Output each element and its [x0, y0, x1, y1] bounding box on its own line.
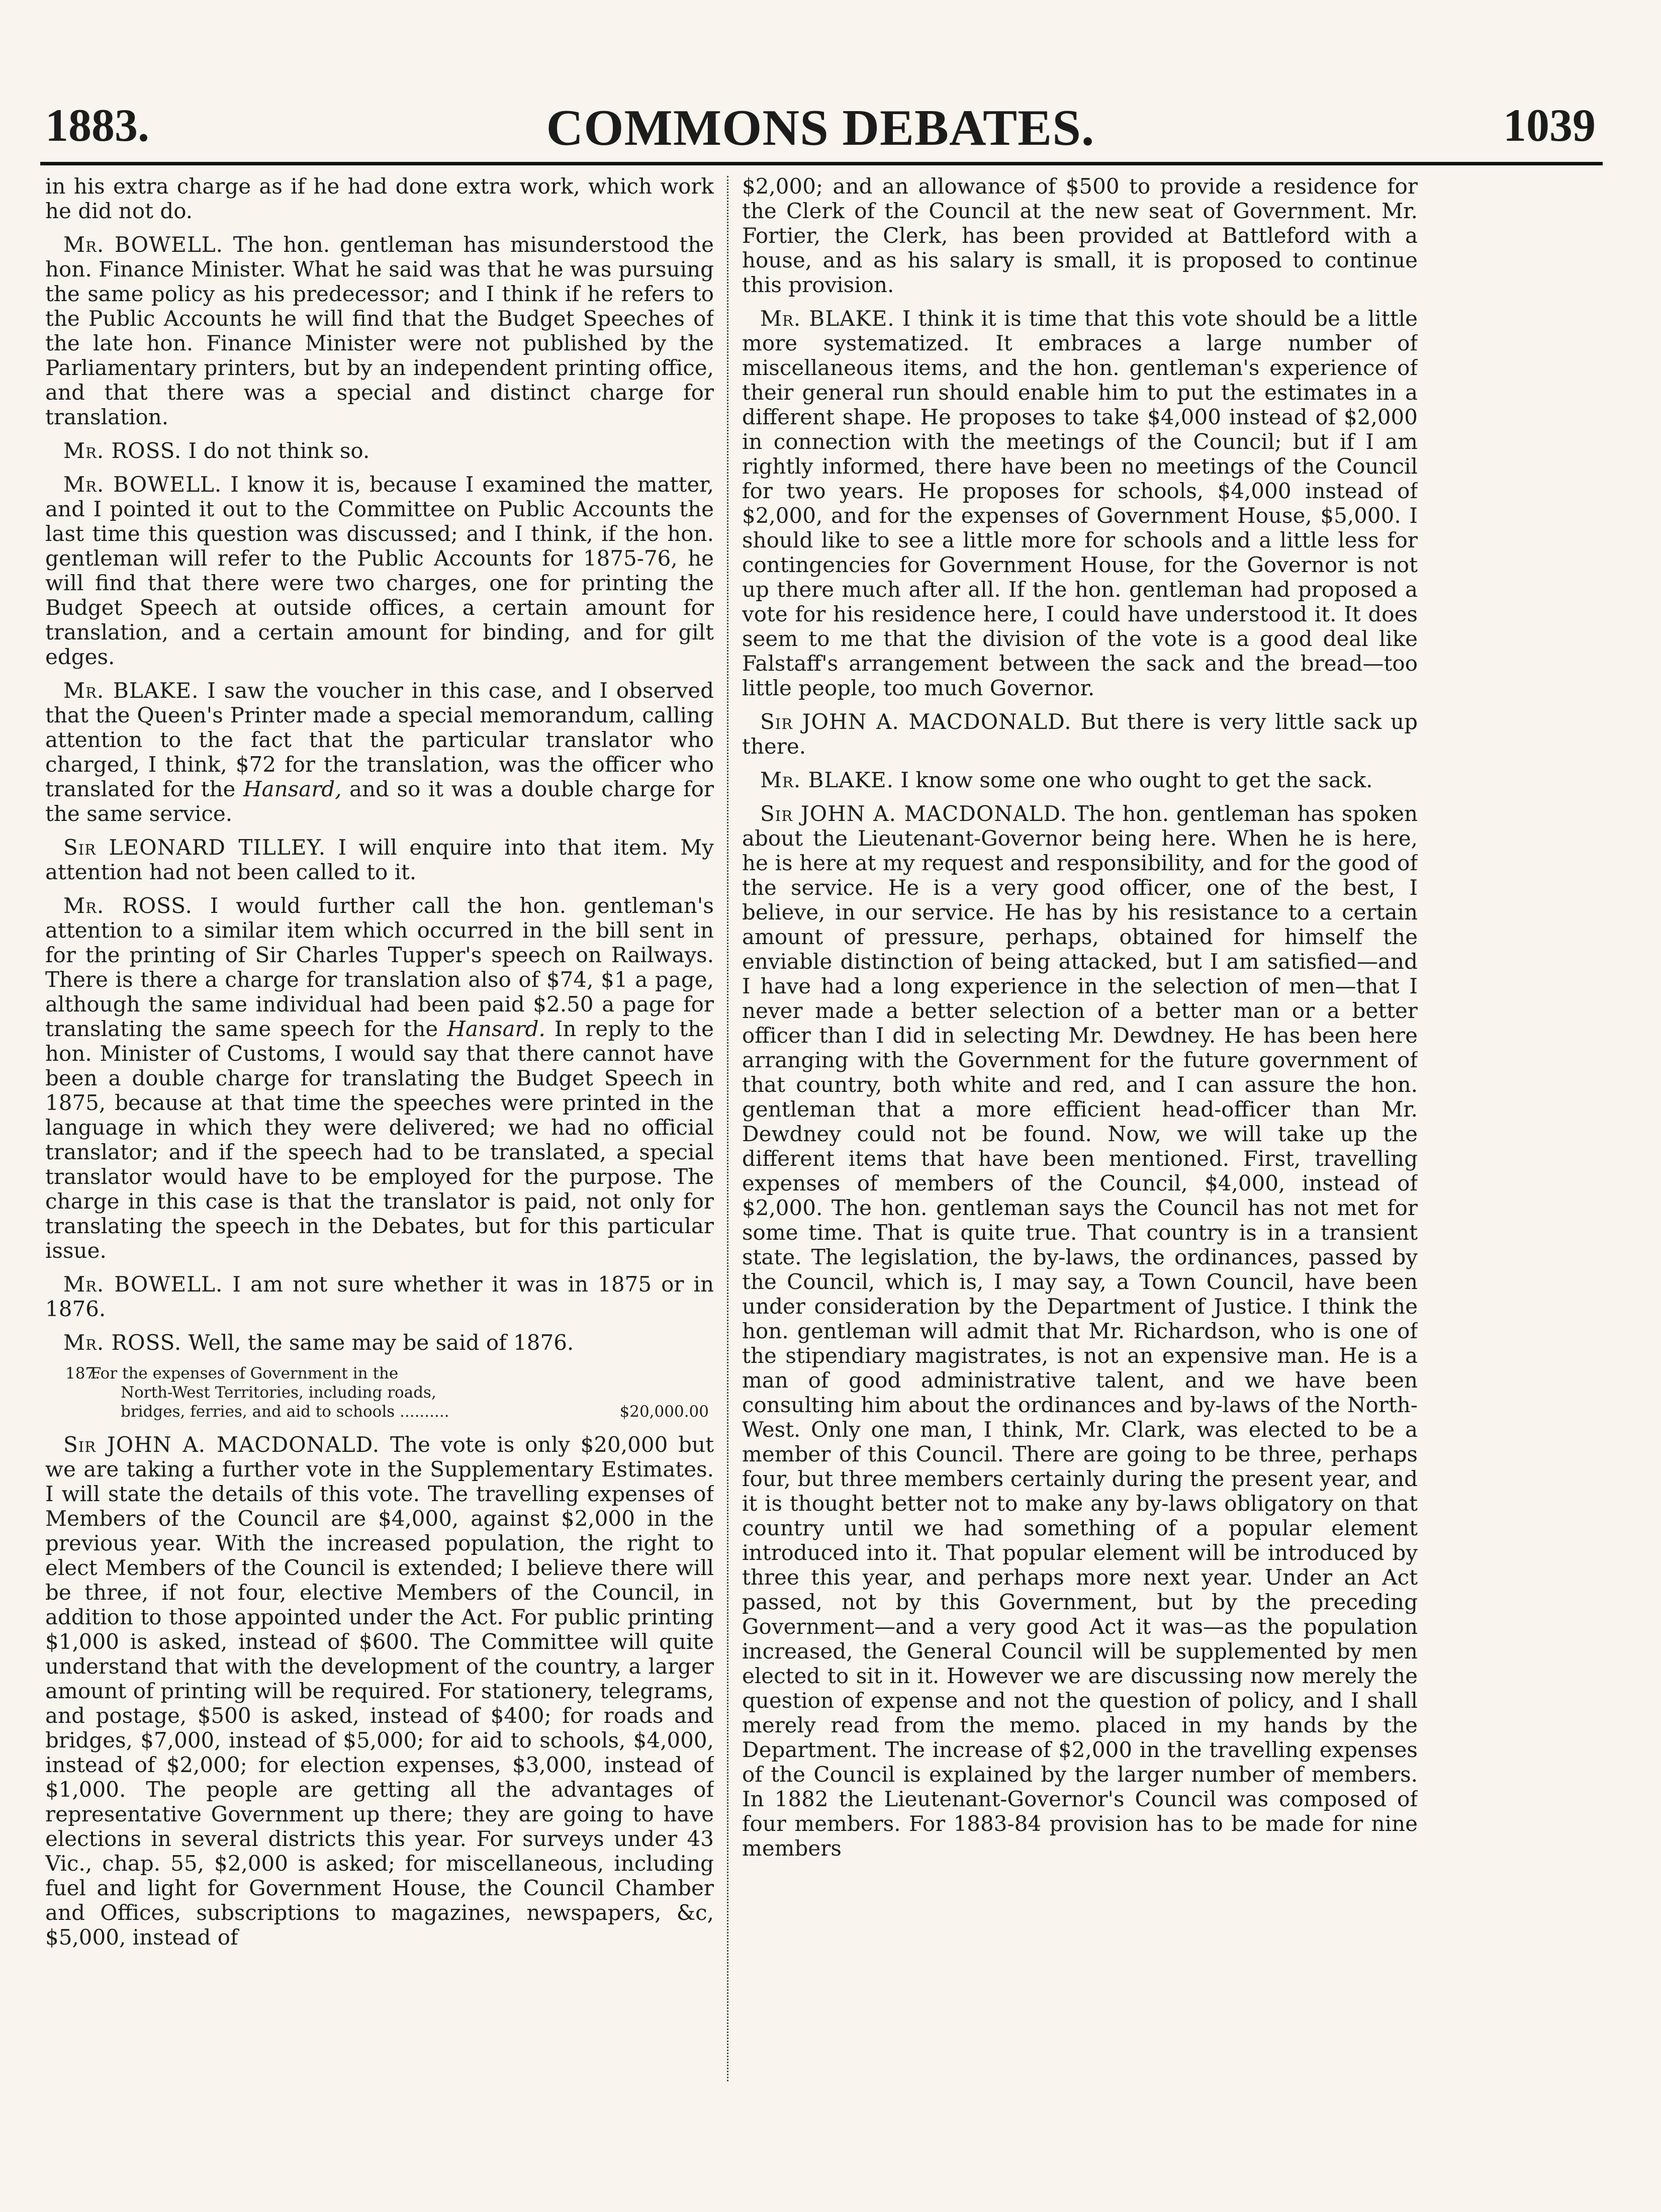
paragraph-text: $2,000; and an allowance of $500 to provide a residence for the Clerk of the Council at the new seat of Government. Mr. Fortier, the Clerk, has been provided at Battleford with a house, and as his salary is small, it is proposed to continue this provision.	[742, 174, 1418, 297]
speaker-name: Mr. BOWELL.	[63, 1272, 223, 1297]
speech-paragraph	[742, 768, 1418, 792]
speech-paragraph	[742, 801, 1418, 1861]
speech-paragraph	[45, 893, 714, 1263]
header-rule	[40, 162, 1603, 165]
speaker-name: Mr. ROSS.	[63, 1330, 182, 1355]
column-divider	[727, 176, 728, 2081]
speech-text: But there is very little sack up there.	[742, 709, 1418, 759]
header-year: 1883.	[45, 100, 149, 151]
vote-description-text: bridges, ferries, and aid to schools ..........	[121, 1403, 449, 1421]
italic-text: Hansard.	[447, 1017, 545, 1041]
speech-text: and so it was a double charge for the same service.	[45, 777, 714, 826]
paragraph	[742, 174, 1418, 297]
header-page-number: 1039	[1503, 100, 1596, 151]
vote-number: 187.	[65, 1364, 101, 1382]
speech-text: I would further call the hon. gentleman's attention to a similar item which occurred in the bill sent in for the printing of Sir Charles Tupper's speech on Railways. There is there a charge for translation also of $74, $1 a page, although the same individual had been paid $2.50 a page for translating the same speech for the	[45, 893, 714, 1041]
running-head	[45, 99, 1596, 159]
speech-paragraph	[45, 438, 714, 463]
speaker-name: Sir JOHN A. MACDONALD.	[760, 801, 1067, 826]
speech-text: Well, the same may be said of 1876.	[188, 1330, 574, 1355]
paragraph	[45, 174, 714, 223]
vote-item	[65, 1364, 714, 1421]
speech-text: I think it is time that this vote should be a little more systematized. It embraces a large number of miscellaneous items, and the hon. gentleman's experience of their general run should enable him to put the estimates in a different shape. He proposes to take $4,000 instead of $2,000 in connection with the meetings of the Council; but if I am rightly informed, there have been no meetings of the Council for two years. He proposes for schools, $4,000 instead of $2,000, and for the expenses of Government House, $5,000. I should like to see a little more for schools and a little less for contingencies for Government House, for the Governor is not up there much after all. If the hon. gentleman had proposed a vote for his residence here, I could have understood it. It does seem to me that the division of the vote is a good deal like Falstaff's arrangement between the sack and the bread—too little people, too much Governor.	[742, 306, 1418, 700]
speaker-name: Mr. ROSS.	[63, 893, 193, 918]
speech-text: I saw the voucher in this case, and I observed that the Queen's Printer made a special memorandum, calling attention to the fact that the particular translator who charged, I think, $72 for the translation, was the officer who translated for the	[45, 678, 714, 801]
speech-text: In reply to the hon. Minister of Customs, I would say that there cannot have been a double charge for translating the Budget Speech in 1875, because at that time the speeches were printed in the language in which they were delivered; we had no official translator; and if the speech had to be translated, a special translator would have to be employed for the purpose. The charge in this case is that the translator is paid, not only for translating the speech in the Debates, but for this particular issue.	[45, 1017, 714, 1263]
speech-paragraph	[45, 1432, 714, 1950]
left-column	[45, 174, 714, 2084]
speaker-name: Sir JOHN A. MACDONALD.	[63, 1432, 380, 1457]
speech-text: I am not sure whether it was in 1875 or in 1876.	[45, 1272, 714, 1321]
speech-paragraph	[45, 232, 714, 429]
speech-paragraph	[45, 835, 714, 884]
speech-text: The hon. gentleman has misunderstood the hon. Finance Minister. What he said was that he was pursuing the same policy as his predecessor; and I think if he refers to the Public Accounts he will find that the Budget Speeches of the late hon. Finance Minister were not published by the Parliamentary printers, but by an independent printing office, and that there was a special and distinct charge for translation.	[45, 232, 714, 429]
speaker-name: Mr. ROSS.	[63, 438, 182, 463]
vote-description-line	[65, 1402, 714, 1421]
speech-text: The vote is only $20,000 but we are taking a further vote in the Supplementary Estimates. I will state the details of this vote. The travelling expenses of Members of the Council are $4,000, against $2,000 in the previous year. With the increased population, the right to elect Members of the Council is extended; I believe there will be three, if not four, elective Members of the Council, in addition to those appointed under the Act. For public printing $1,000 is asked, instead of $600. The Committee will quite understand that with the development of the country, a larger amount of printing will be required. For stationery, telegrams, and postage, $500 is asked, instead of $400; for roads and bridges, $7,000, instead of $5,000; for aid to schools, $4,000, instead of $2,000; for election expenses, $3,000, instead of $1,000. The people are getting all the advantages of representative Government up there; they are going to have elections in several districts this year. For surveys under 43 Vic., chap. 55, $2,000 is asked; for miscellaneous, including fuel and light for Government House, the Council Chamber and Offices, subscriptions to magazines, newspapers, &c, $5,000, instead of	[45, 1432, 714, 1950]
speaker-name: Mr. BLAKE.	[63, 678, 199, 703]
speech-text: I know some one who ought to get the sack.	[900, 768, 1373, 792]
speech-text: I will enquire into that item. My attention had not been called to it.	[45, 835, 714, 884]
speaker-name: Mr. BOWELL.	[63, 472, 222, 497]
right-column	[742, 174, 1418, 2084]
speaker-name: Mr. BLAKE.	[760, 306, 895, 331]
speaker-name: Sir LEONARD TILLEY.	[63, 835, 326, 860]
speech-text: I know it is, because I examined the matter, and I pointed it out to the Committee on Public Accounts the last time this question was discussed; and I think, if the hon. gentleman will refer to the Public Accounts for 1875-76, he will find that there were two charges, one for printing the Budget Speech at outside offices, a certain amount for translation, and a certain amount for binding, and for gilt edges.	[45, 472, 714, 669]
vote-amount: $20,000.00	[619, 1403, 709, 1421]
speech-paragraph	[45, 1330, 714, 1355]
paragraph-text: in his extra charge as if he had done extra work, which work he did not do.	[45, 174, 714, 223]
italic-text: Hansard,	[243, 777, 342, 801]
speech-paragraph	[45, 1272, 714, 1321]
speech-text: The hon. gentleman has spoken about the Lieutenant-Governor being here. When he is here, he is here at my request and responsibility, and for the good of the service. He is a very good officer, one of the best, I believe, in our service. He has by his resistance to a certain amount of pressure, perhaps, obtained for himself the enviable distinction of being attacked, but I am satisfied—and I have had a long experience in the selection of men—that I never made a better selection of a better man or a better officer than I did in selecting Mr. Dewdney. He has been here arranging with the Government for the future government of that country, both white and red, and I can assure the hon. gentleman that a more efficient head-officer than Mr. Dewdney could not be found. Now, we will take up the different items that have been mentioned. First, travelling expenses of members of the Council, $4,000, instead of $2,000. The hon. gentleman says the Council has not met for some time. That is quite true. That country is in a transient state. The legislation, the by-laws, the ordinances, passed by the Council, which is, I may say, a Town Council, have been under consideration by the Department of Justice. I think the hon. gentleman will admit that Mr. Richardson, who is one of the stipendiary magistrates, is not an expensive man. He is a man of good administrative talent, and we have been consulting him about the ordinances and by-laws of the North-West. Only one man, I think, Mr. Clark, was elected to be a member of this Council. There are going to be three, perhaps four, but three members certainly during the present year, and it is thought better not to make any by-laws obligatory on that country until we had something of a popular element introduced into it. That popular element will be introduced by three this year, and perhaps more next year. Under an Act passed, not by this Government, but by the preceding Government—and a very good Act it was—as the population increased, the General Council will be supplemented by men elected to sit in it. However we are discussing now merely the question of expense and not the question of policy, and I shall merely read from the memo. placed in my hands by the Department. The increase of $2,000 in the travelling expenses of the Council is explained by the larger number of members. In 1882 the Lieutenant-Governor's Council was composed of four members. For 1883-84 provision has to be made for nine members	[742, 801, 1418, 1861]
speaker-name: Mr. BLAKE.	[760, 768, 894, 792]
speech-paragraph	[45, 472, 714, 669]
speech-paragraph	[742, 306, 1418, 700]
speaker-name: Mr. BOWELL.	[63, 232, 223, 257]
header-title: COMMONS DEBATES.	[546, 100, 1095, 156]
speech-paragraph	[45, 678, 714, 826]
speech-paragraph	[742, 709, 1418, 759]
vote-description-line: North-West Territories, including roads,	[121, 1384, 436, 1402]
vote-description-line: For the expenses of Government in the	[90, 1364, 399, 1382]
speech-text: I do not think so.	[188, 438, 370, 463]
speaker-name: Sir JOHN A. MACDONALD.	[760, 709, 1072, 734]
